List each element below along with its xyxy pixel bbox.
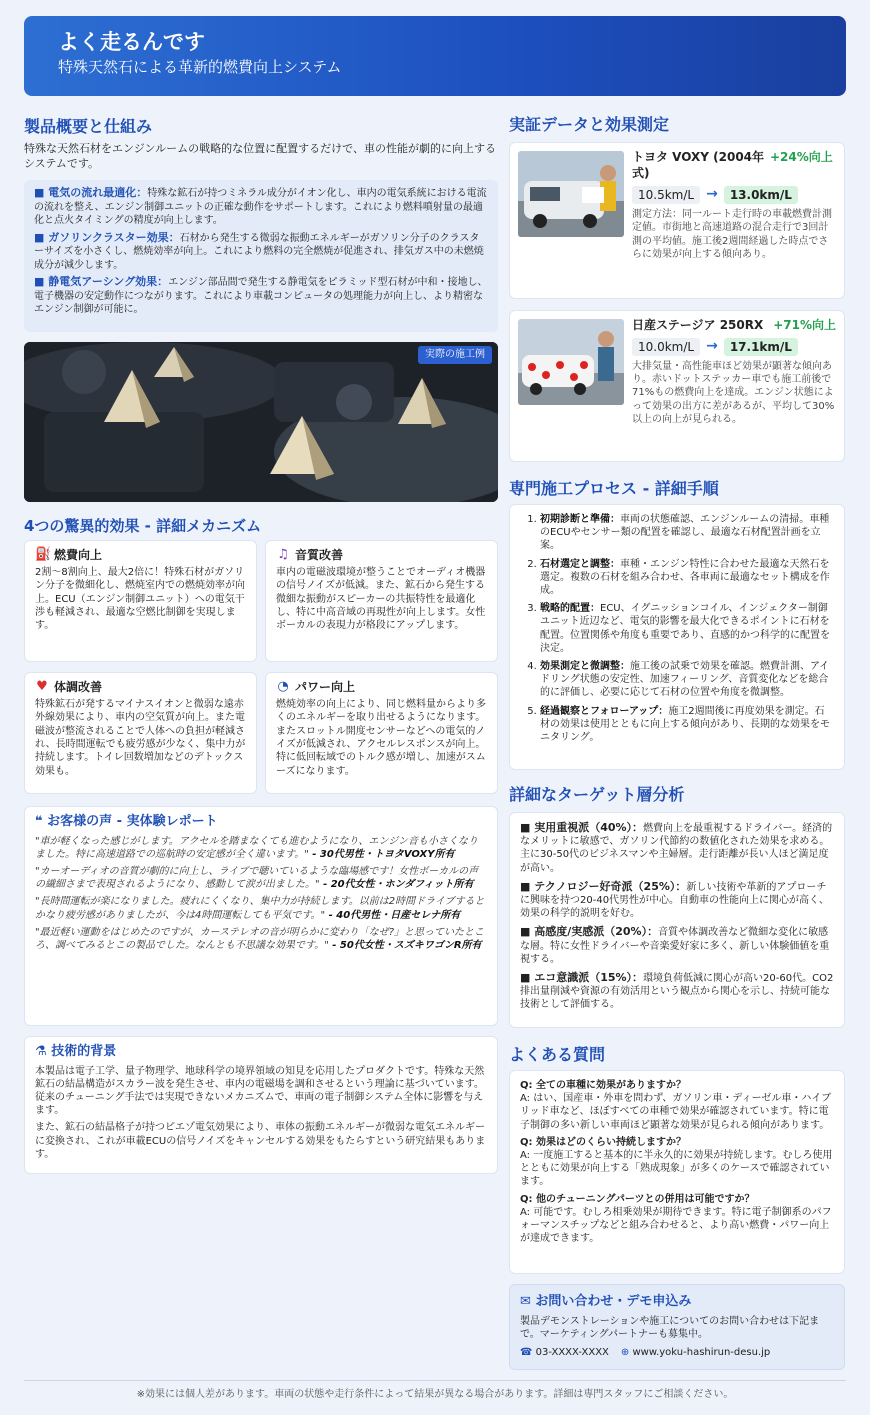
- footer-note: ※効果には個人差があります。車両の状態や走行条件によって結果が異なる場合があります。詳細は専門スタッフにご相談ください。: [136, 1389, 734, 1400]
- effect-body: 2割〜8割向上、最大2倍に！特殊石材がガソリン分子を微細化し、燃焼室内での燃焼効率が向上。ECU（エンジン制御ユニット）への電気干渉も軽減され、最適な空燃比制御を実現します。: [35, 567, 245, 632]
- effect-card-health: [24, 672, 257, 794]
- effect-body: 車内の電磁波環境が整うことでオーディオ機器の信号ノイズが低減。また、鉱石から発生する微細な振動がスピーカーの共振特性を最適化し、特に中高音域の再現性が向上します。女性ボーカルの表現力が格段にアップします。: [276, 567, 486, 632]
- faq-question: Q: 全ての車種に効果がありますか？: [520, 1080, 686, 1091]
- targets-card: [509, 812, 845, 1028]
- customer-voices: [24, 806, 498, 1026]
- quote-icon: ❝: [35, 814, 48, 829]
- voices-title: お客様の声 - 実体験レポート: [47, 814, 218, 829]
- mechanism-item: ■ 電気の流れ最適化：特殊な鉱石が持つミネラル成分がイオン化し、車内の電気系統における電流の流れを整え、エンジン制御ユニットの正確な動作をサポートします。これにより燃料噴射量の最適化と点火タイミングの精度が向上します。: [34, 186, 487, 226]
- flask-icon: ⚗: [35, 1044, 52, 1059]
- tech-background: [24, 1036, 498, 1174]
- km-before: 10.0km/L: [632, 338, 700, 356]
- envelope-icon: ✉: [520, 1294, 536, 1309]
- process-card: [509, 504, 845, 770]
- contact-phone[interactable]: ☎ 03-XXXX-XXXX: [520, 1346, 609, 1358]
- phone-icon: ☎: [520, 1346, 536, 1358]
- process-step: 3. 戦略的配置：ECU、イグニッションコイル、インジェクター制御ユニット近辺など、電気的影響を最大化できるポイントに石材を配置。位置関係や角度も重要であり、直感的かつ科学的に配置を決定。: [540, 602, 834, 655]
- effect-title: パワー向上: [295, 680, 356, 694]
- process-title: 専門施工プロセス - 詳細手順: [509, 479, 719, 498]
- voice-item: "最近軽い運動をはじめたのですが、カーステレオの音が明らかに変わり「なぜ?」と思っていたところ、調べてみるとこの製品でした。なんとも不思議な効果です。" - 50代女性・スズキワゴンR所有: [35, 926, 485, 951]
- tech-paragraph: 本製品は電子工学、量子物理学、地球科学の境界領域の知見を応用したプロダクトです。特殊な天然鉱石の結晶構造がスカラー波を発生させ、車内の電磁場を調和させるという理論に基づいています。従来のチューニング手法では実現できないメカニズムで、車両の電子制御システム全体に影響を与えます。: [35, 1065, 485, 1117]
- car-gain: +71%向上: [773, 318, 836, 332]
- process-steps: [526, 513, 834, 744]
- voice-item: "車が軽くなった感じがします。アクセルを踏まなくても進むようになり、エンジン音も小さくなりました。特に高速道路での巡航時の安定感が全く違います。" - 30代男性・トヨタVOXY所有: [35, 835, 478, 860]
- footer-divider: [24, 1380, 846, 1381]
- effect-title: 体調改善: [54, 680, 103, 694]
- overview-lead: 特殊な天然石材をエンジンルームの戦略的な位置に配置するだけで、車の性能が劇的に向上するシステムです。: [24, 142, 496, 170]
- mechanism-box: [24, 180, 498, 332]
- page-subtitle: 特殊天然石による革新的燃費向上システム: [58, 58, 342, 76]
- contact-title: お問い合わせ・デモ申込み: [535, 1294, 692, 1309]
- page-header: [24, 16, 846, 96]
- tech-paragraph: また、鉱石の結晶格子が持つピエゾ電気効果により、車体の振動エネルギーが微弱な電気エネルギーに変換され、これが車載ECUの信号ノイズをキャンセルする効果をもたらすという研究結果もあります。: [35, 1122, 486, 1160]
- effect-title: 燃費向上: [54, 548, 103, 562]
- engine-illustration: [24, 342, 498, 502]
- process-step: 1. 初期診断と準備：車両の状態確認、エンジンルームの清掃。車種のECUやセンサー類の配置を確認し、最適な石材配置計画を立案。: [540, 513, 834, 553]
- target-item: ■ 実用重視派（40%）：燃費向上を最重視するドライバー。経済的なメリットに敏感で、ガソリン代節約の数値化された効果を求める。主に30-50代のビジネスマンや主婦層。走行距離が長い人ほど満足度が高い。: [520, 821, 833, 874]
- process-step: 5. 経過観察とフォローアップ：施工2週間後に再度効果を測定。石材の効果は使用とともに向上する傾向があり、長期的な効果をモニタリング。: [540, 705, 834, 745]
- evidence-card-stagea: [509, 310, 845, 462]
- car-desc: 大排気量・高性能車ほど効果が顕著な傾向あり。赤いドットステッカー車でも施工前後で71%もの燃費向上を達成。エンジン状態によって効果の出方に差があるが、平均して30%以上の向上が見られる。: [632, 361, 835, 425]
- faq-answer: A: 一度施工すると基本的に半永久的に効果が持続します。むしろ使用とともに効果が向上する「熟成現象」が多くのケースで確認されています。: [520, 1150, 833, 1188]
- effect-card-sound: [265, 540, 498, 662]
- arrow-right-icon: →: [706, 186, 718, 203]
- target-item: ■ テクノロジー好奇派（25%）：新しい技術や革新的アプローチに興味を持つ20-40代男性が中心。自動車の性能向上に関心が高く、効果の科学的説明を好む。: [520, 879, 829, 920]
- contact-card: [509, 1284, 845, 1370]
- process-step: 2. 石材選定と調整：車種・エンジン特性に合わせた最適な天然石を選定。複数の石材を組み合わせ、各車両に最適なセット構成を作成。: [540, 558, 834, 598]
- page-title: よく走るんです: [58, 30, 205, 54]
- car-name: 日産ステージア 250RX: [632, 318, 764, 332]
- car-photo-stagea: [518, 319, 624, 405]
- photo-badge: 実際の施工例: [418, 346, 492, 364]
- contact-desc: 製品デモンストレーションや施工についてのお問い合わせは下記まで。マーケティングパートナーも募集中。: [520, 1315, 820, 1340]
- effect-title: 音質改善: [295, 548, 344, 562]
- car-desc: 測定方法：同一ルート走行時の車載燃費計測定値。市街地と高速道路の混合走行で3回計測の平均値。施工後2週間経過した時点でさらに効果が向上する傾向あり。: [632, 209, 832, 260]
- evidence-card-voxy: [509, 142, 845, 299]
- faq-answer: A: はい、国産車・外車を問わず、ガソリン車・ディーゼル車・ハイブリッド車など、ほぼすべての車種で効果が確認されています。特に電子制御の多い新しい車両ほど顕著な効果が見られる傾向があります。: [520, 1093, 832, 1131]
- voice-item: "長時間運転が楽になりました。疲れにくくなり、集中力が持続します。以前は2時間ドライブするとかなり疲労感がありましたが、今は4時間運転しても平気です。" - 40代男性・日産セレナ所有: [35, 896, 485, 921]
- effect-card-fuel: [24, 540, 257, 662]
- faq-question: Q: 他のチューニングパーツとの併用は可能ですか？: [520, 1193, 755, 1205]
- engine-photo: [24, 342, 498, 502]
- gauge-icon: ◔: [277, 679, 289, 695]
- mechanism-item: ■ ガソリンクラスター効果：石材から発生する微弱な振動エネルギーがガソリン分子のクラスターサイズを小さくし、燃焼効率が向上。これにより燃料の完全燃焼が促進され、排気ガス中の未燃焼成分が減少します。: [34, 230, 484, 271]
- km-after: 17.1km/L: [724, 338, 798, 356]
- km-before: 10.5km/L: [632, 186, 700, 204]
- globe-icon: ⊕: [620, 1346, 633, 1358]
- target-item: ■ 高感度/実感派（20%）：音質や体調改善など微細な変化に敏感な層。特に女性ドライバーや音楽愛好家に多く、新しい体験価値を重視する。: [520, 925, 830, 965]
- faq-answer: A: 可能です。むしろ相乗効果が期待できます。特に電子制御系のパフォーマンスチップなどと組み合わせると、より高い燃費・パワー向上が達成できます。: [520, 1206, 832, 1245]
- car-gain: +24%向上: [770, 150, 833, 164]
- voice-item: "カーオーディオの音質が劇的に向上し、ライブで聴いているような臨場感です！女性ボーカルの声の繊細さまで表現されるようになり、感動して涙が出ました。" - 20代女性・ホンダフィット所有: [35, 865, 479, 891]
- effect-body: 燃焼効率の向上により、同じ燃料量からより多くのエネルギーを取り出せるようになります。またスロットル開度センサーなどへの電気的ノイズが低減され、アクセルレスポンスが向上。特に低回転域でのトルク感が増し、加速がスムーズになります。: [276, 699, 486, 777]
- faq-title: よくある質問: [509, 1045, 606, 1064]
- car-name: トヨタ VOXY (2004年式): [632, 150, 765, 181]
- km-after: 13.0km/L: [724, 186, 798, 204]
- heartbeat-icon: ♥: [36, 679, 48, 695]
- arrow-right-icon: →: [706, 338, 718, 355]
- effect-card-power: [265, 672, 498, 794]
- targets-title: 詳細なターゲット層分析: [509, 785, 685, 804]
- contact-web[interactable]: ⊕ www.yoku-hashirun-desu.jp: [620, 1346, 771, 1358]
- faq-card: [509, 1070, 845, 1274]
- process-step: 4. 効果測定と微調整：施工後の試乗で効果を確認。燃費計測、アイドリング状態の安定性、加速フィーリング、音質変化などを総合的に評価し、必要に応じて石材の位置や角度を微調整。: [540, 660, 834, 700]
- tech-title: 技術的背景: [51, 1044, 117, 1059]
- effect-body: 特殊鉱石が発するマイナスイオンと微弱な遠赤外線効果により、車内の空気質が向上。また電磁波が整流されることで人体への負担が軽減され、長時間運転でも疲労感が少なく、集中力が持続します。トイレ回数増加などのデトックス効果も。: [35, 699, 246, 777]
- target-item: ■ エコ意識派（15%）：環境負荷低減に関心が高い20-60代。CO2排出量削減や資源の有効活用という観点から関心を示し、持続可能な技術として評価する。: [520, 971, 834, 1011]
- faq-question: Q: 効果はどのくらい持続しますか？: [520, 1136, 686, 1148]
- evidence-title: 実証データと効果測定: [509, 115, 670, 134]
- fuel-icon: ⛽: [35, 547, 52, 563]
- effects-title: 4つの驚異的効果 - 詳細メカニズム: [24, 517, 262, 535]
- car-photo-voxy: [518, 151, 624, 237]
- overview-title: 製品概要と仕組み: [24, 117, 153, 136]
- mechanism-item: ■ 静電気アーシング効果：エンジン部品間で発生する静電気をピラミッド型石材が中和・接地し、電子機器の安定動作につながります。これにより車載コンピュータの処理能力が向上し、より精密なエンジン制御が可能に。: [34, 275, 488, 315]
- music-icon: ♫: [277, 547, 289, 563]
